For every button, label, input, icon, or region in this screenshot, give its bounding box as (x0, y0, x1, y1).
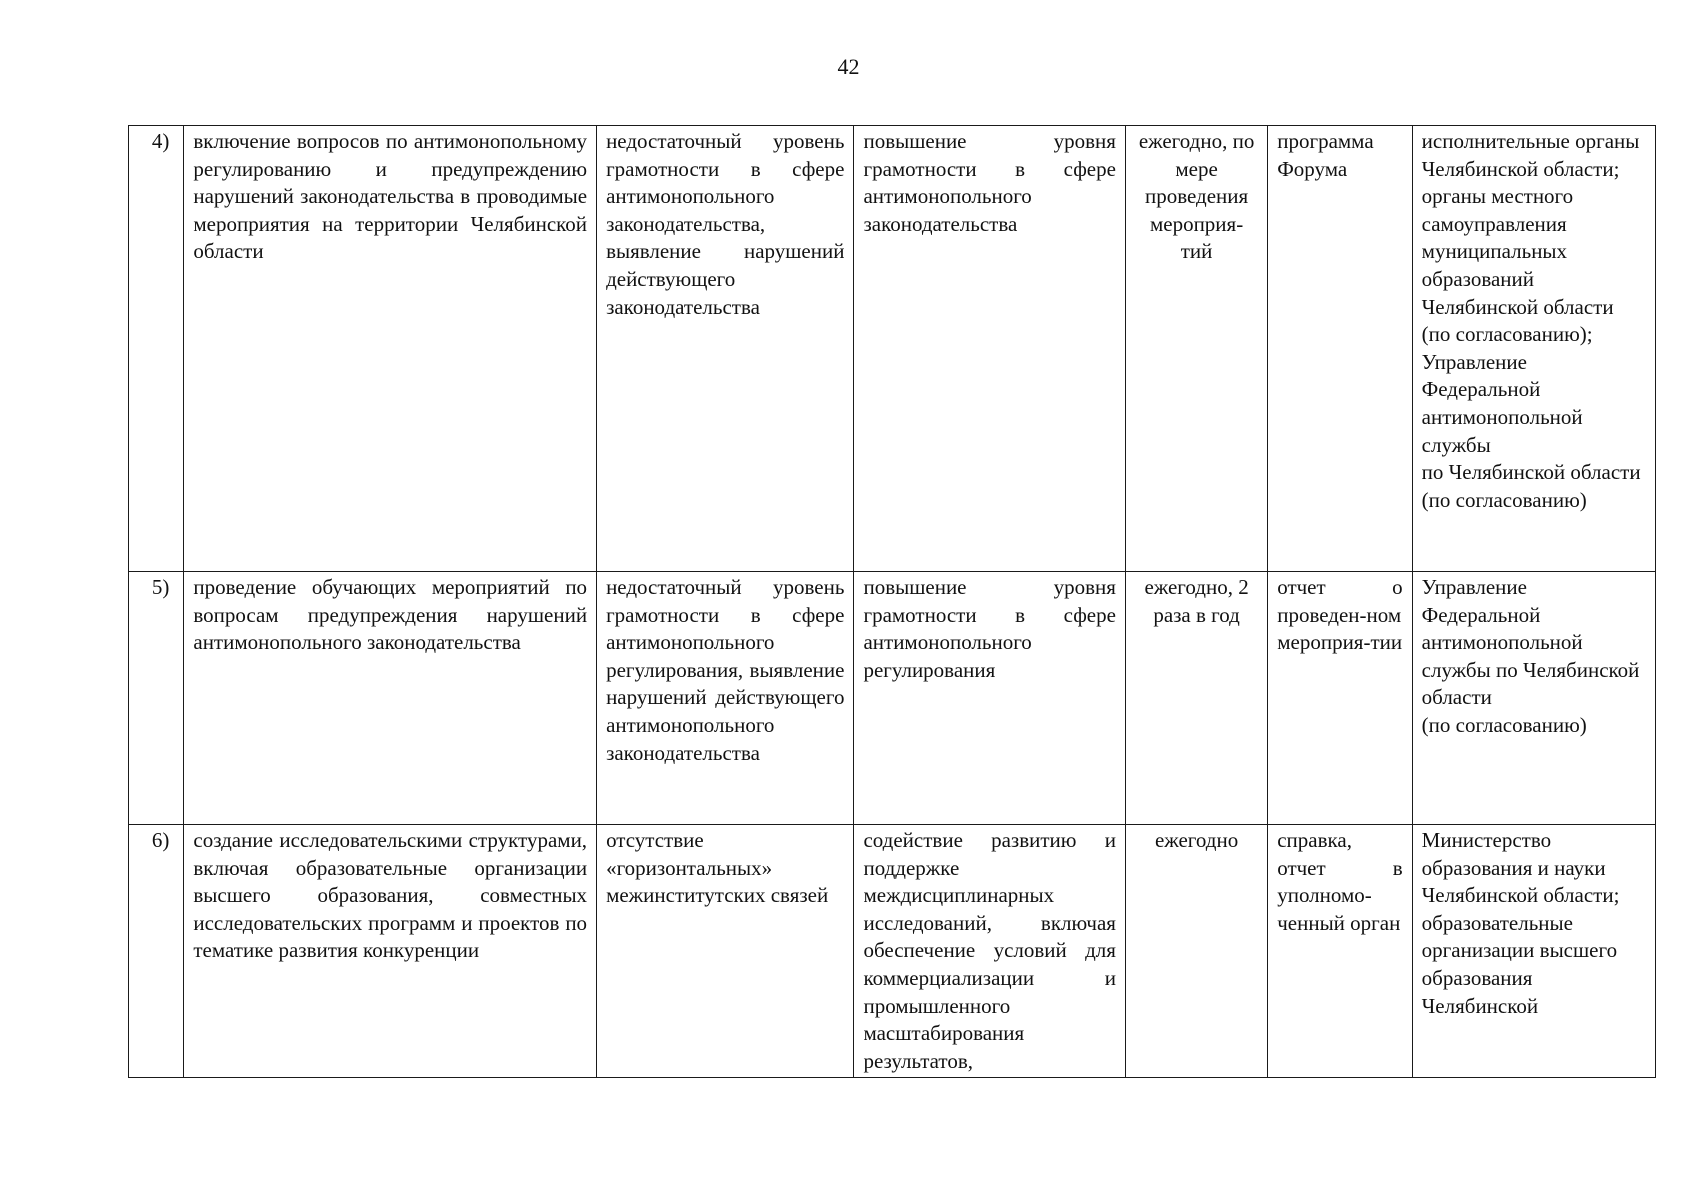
row-number: 4) (129, 126, 184, 572)
executor-line: Управление Федеральной антимонопольной службы по Челябинской области (1421, 575, 1640, 710)
problem-cell: недостаточный уровень грамотности в сфере антимонопольного законодательства, выявление нарушений действующего законодательства (597, 126, 854, 572)
executors-cell (1412, 572, 1655, 825)
document-cell: программа Форума (1268, 126, 1412, 572)
problem-cell: недостаточный уровень грамотности в сфере антимонопольного регулирования, выявление нарушений действующего антимонопольного законодательства (597, 572, 854, 825)
page-number: 42 (837, 54, 860, 79)
executor-line: Управление Федеральной антимонопольной службы (1421, 349, 1583, 457)
deadline-cell: ежегодно, по мере проведения мероприя-тий (1125, 126, 1267, 572)
executor-line: Министерство образования и науки Челябинской области; (1421, 828, 1620, 908)
executor-line: по Челябинской области (1421, 460, 1641, 485)
deadline-cell: ежегодно, 2 раза в год (1125, 572, 1267, 825)
result-cell: повышение уровня грамотности в сфере антимонопольного регулирования (854, 572, 1126, 825)
executors-cell (1412, 126, 1655, 572)
deadline-cell: ежегодно (1125, 825, 1267, 1078)
executor-line: образовательные организации высшего образования Челябинской (1421, 910, 1618, 1018)
executor-line: органы местного самоуправления муниципальных образований Челябинской области (по согласованию); (1421, 184, 1614, 347)
measures-table (128, 125, 1656, 1078)
executor-line: исполнительные органы Челябинской области; (1421, 129, 1640, 181)
table-row (129, 126, 1656, 572)
measure-cell: проведение обучающих мероприятий по вопросам предупреждения нарушений антимонопольного законодательства (184, 572, 597, 825)
problem-cell: отсутствие «горизонтальных» межинститутских связей (597, 825, 854, 1078)
measure-cell: включение вопросов по антимонопольному регулированию и предупреждению нарушений законодательства в проводимые мероприятия на территории Челябинской области (184, 126, 597, 572)
row-number: 5) (129, 572, 184, 825)
executor-line: (по согласованию) (1421, 712, 1587, 737)
document-cell: справка, отчет в уполномо-ченный орган (1268, 825, 1412, 1078)
executors-cell (1412, 825, 1655, 1078)
measure-cell: создание исследовательскими структурами, включая образовательные организации высшего образования, совместных исследовательских программ и проектов по тематике развития конкуренции (184, 825, 597, 1078)
result-cell: содействие развитию и поддержке междисциплинарных исследований, включая обеспечение условий для коммерциализации и промышленного масштабирования результатов, (854, 825, 1126, 1078)
document-cell: отчет о проведен-ном мероприя-тии (1268, 572, 1412, 825)
result-cell: повышение уровня грамотности в сфере антимонопольного законодательства (854, 126, 1126, 572)
table-row (129, 572, 1656, 825)
row-number: 6) (129, 825, 184, 1078)
executor-line: (по согласованию) (1421, 487, 1587, 512)
table-row (129, 825, 1656, 1078)
